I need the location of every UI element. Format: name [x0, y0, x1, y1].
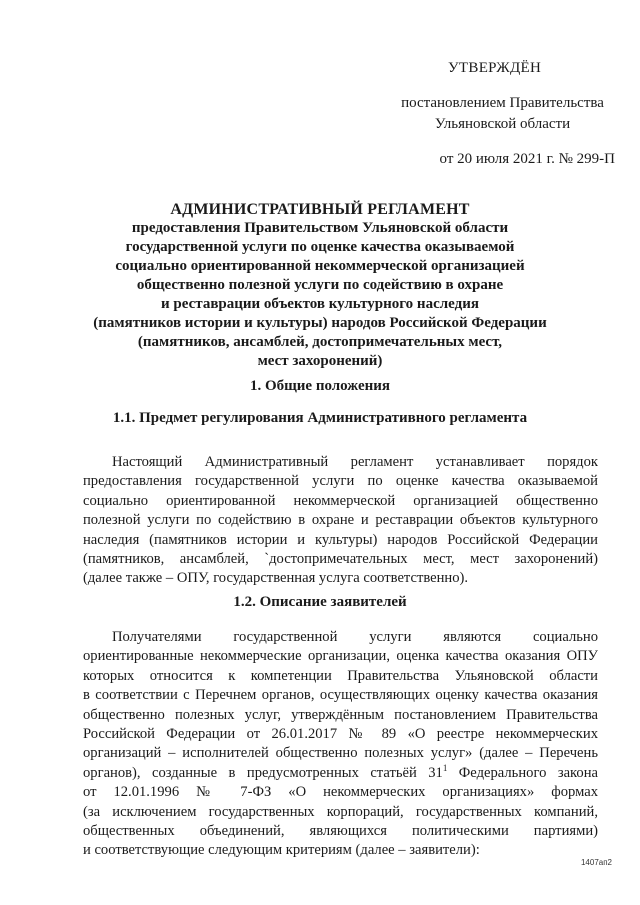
document-title-line: (памятников истории и культуры) народов Российской Федерации — [93, 315, 547, 331]
paragraph-line-text: Федерального закона — [447, 764, 598, 781]
document-title-line: мест захоронений) — [257, 353, 383, 369]
document-title-line: общественно полезной услуги по содействию в охране — [136, 277, 504, 293]
document-title-main: АДМИНИСТРАТИВНЫЙ РЕГЛАМЕНТ — [170, 201, 470, 218]
document-title-line: предоставления Правительством Ульяновской области — [131, 220, 509, 236]
approval-authority — [370, 93, 615, 135]
document-title — [80, 200, 560, 371]
document-title-line: социально ориентированной некоммерческой организацией — [115, 258, 525, 274]
paragraph-line: которых относится к компетенции Правительства Ульяновской области — [83, 667, 598, 684]
paragraph-line: в соответствии с Перечнем органов, осуществляющих оценку качества оказания — [83, 687, 598, 704]
page-stamp: 1407ап2 — [580, 858, 612, 867]
paragraph-line: Российской Федерации от 26.01.2017 № 89 «О реестре некоммерческих — [83, 726, 598, 743]
paragraph-subject — [83, 453, 598, 589]
section-heading-subject: 1.1. Предмет регулирования Административного регламента — [112, 410, 528, 426]
paragraph-line: Настоящий Административный регламент устанавливает порядок — [112, 454, 598, 470]
document-title-line: и реставрации объектов культурного наследия — [161, 296, 479, 312]
document-title-line: (памятников, ансамблей, достопримечательных мест, — [137, 334, 503, 350]
paragraph-line: ориентированные некоммерческие организации, оценка качества оказания ОПУ — [83, 648, 598, 665]
paragraph-line-text: органов), созданные в предусмотренных статьёй 31 — [83, 764, 443, 781]
approval-title: УТВЕРЖДЁН — [448, 60, 542, 76]
approval-authority-line: Ульяновской области — [434, 116, 571, 132]
paragraph-line: общественных объединений, являющихся политическими партиями) — [83, 823, 598, 840]
section-heading-general: 1. Общие положения — [249, 378, 391, 394]
paragraph-line: полезной услуги по содействию в охране и реставрации объектов культурного — [83, 512, 598, 529]
paragraph-line: Получателями государственной услуги являются социально — [112, 629, 598, 645]
paragraph-line: предоставления государственной услуги по оценке качества оказываемой — [83, 473, 598, 490]
paragraph-line: общественно полезных услуг, утверждённым постановлением Правительства — [83, 706, 598, 723]
paragraph-applicants — [83, 628, 598, 861]
footnote-marker: 1 — [442, 762, 448, 773]
paragraph-line: организаций – исполнителей общественно полезных услуг» (далее – Перечень — [83, 745, 598, 762]
paragraph-line: (памятников, ансамблей, `достопримечательных мест, мест захоронений) — [83, 551, 598, 568]
approval-date: от 20 июля 2021 г. № 299-П — [439, 151, 615, 167]
paragraph-line-with-footnote — [83, 764, 598, 783]
paragraph-line: (за исключением государственных корпораций, государственных компаний, — [83, 803, 598, 820]
paragraph-line: наследия (памятников истории и культуры) народов Российской Федерации — [83, 531, 598, 548]
approval-authority-line: постановлением Правительства — [401, 95, 604, 111]
document-title-line: государственной услуги по оценке качества оказываемой — [125, 239, 515, 255]
paragraph-line: от 12.01.1996 № 7-ФЗ «О некоммерческих организациях» формах — [83, 784, 598, 801]
approval-block — [370, 58, 615, 170]
paragraph-line: (далее также – ОПУ, государственная услуга соответственно). — [83, 570, 469, 587]
paragraph-line: и соответствующие следующим критериям (далее – заявители): — [83, 842, 480, 859]
paragraph-line: социально ориентированной некоммерческой организацией общественно — [83, 492, 598, 509]
section-heading-applicants: 1.2. Описание заявителей — [233, 594, 407, 610]
